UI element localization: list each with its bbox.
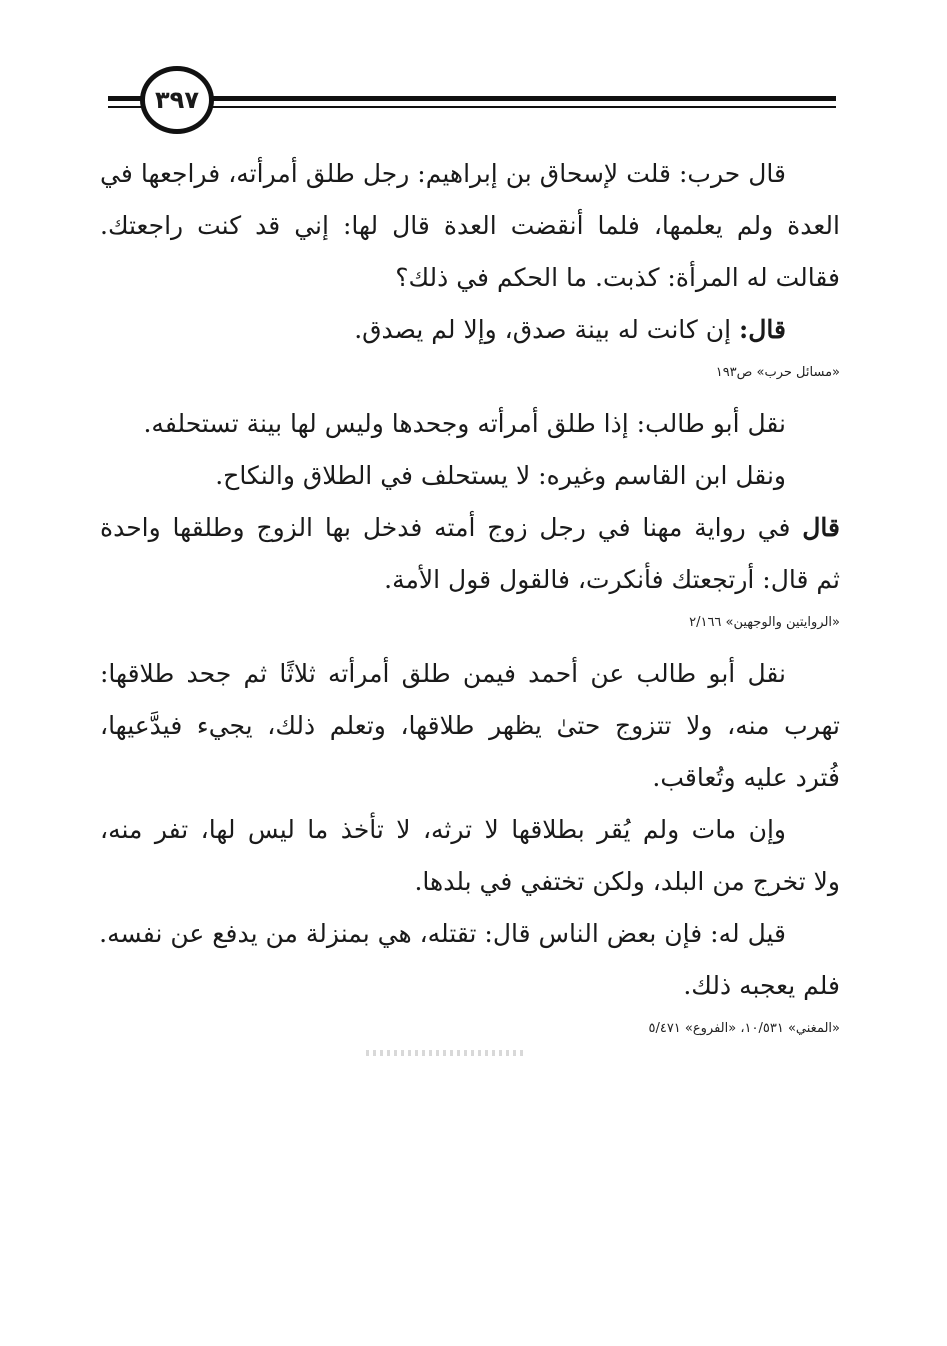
text-line	[100, 804, 840, 856]
line-text: إن كانت له بينة صدق، وإلا لم يصدق.	[354, 315, 740, 344]
line-text: العدة ولم يعلمها، فلما أنقضت العدة قال لها: إني قد كنت راجعتك.	[100, 211, 840, 240]
header-rule-thin	[108, 106, 836, 108]
line-text: في رواية مهنا في رجل زوج أمته فدخل بها الزوج وطلقها واحدة	[100, 513, 803, 542]
source-citation: «الروايتين والوجهين» ٢/١٦٦	[689, 615, 840, 630]
text-line	[100, 304, 840, 356]
line-text: فُترد عليه وتُعاقب.	[652, 763, 840, 792]
text-line	[100, 502, 840, 554]
scan-smudge	[366, 1050, 526, 1056]
page-header	[108, 66, 836, 138]
text-line	[100, 148, 840, 200]
text-line	[100, 752, 840, 804]
line-text: وإن مات ولم يُقر بطلاقها لا ترثه، لا تأخذ ما ليس لها، تفر منه،	[100, 815, 786, 844]
page-number-badge	[140, 66, 214, 134]
text-line	[100, 908, 840, 960]
text-line	[100, 398, 840, 450]
line-lead: قال	[802, 513, 840, 542]
text-line	[100, 554, 840, 606]
line-text: ولا تخرج من البلد، ولكن تختفي في بلدها.	[414, 867, 840, 896]
line-text: تهرب منه، ولا تتزوج حتىٰ يظهر طلاقها، وتعلم ذلك، يجيء فيدَّعيها،	[100, 711, 840, 740]
text-line	[100, 856, 840, 908]
line-text: ونقل ابن القاسم وغيره: لا يستحلف في الطلاق والنكاح.	[215, 461, 786, 490]
text-block	[100, 148, 840, 388]
text-line	[100, 200, 840, 252]
line-text: نقل أبو طالب: إذا طلق أمرأته وجحدها وليس لها بينة تستحلفه.	[143, 409, 786, 438]
text-line	[100, 450, 840, 502]
line-text: ثم قال: أرتجعتك فأنكرت، فالقول قول الأمة.	[384, 565, 840, 594]
line-text: فلم يعجبه ذلك.	[683, 971, 840, 1000]
page-number: ٣٩٧	[155, 86, 199, 114]
line-text: فقالت له المرأة: كذبت. ما الحكم في ذلك؟	[395, 263, 840, 292]
header-rule-thick	[108, 96, 836, 101]
source-citation: «المغني» ١٠/٥٣١، «الفروع» ٥/٤٧١	[648, 1021, 840, 1036]
line-lead: قال:	[739, 315, 786, 344]
line-text: نقل أبو طالب عن أحمد فيمن طلق أمرأته ثلاثًا ثم جحد طلاقها:	[100, 659, 786, 688]
source-citation: «مسائل حرب» ص١٩٣	[715, 365, 840, 380]
text-line	[100, 960, 840, 1012]
text-block	[100, 648, 840, 1044]
text-line	[100, 700, 840, 752]
text-block	[100, 398, 840, 638]
page-body	[100, 148, 840, 1054]
line-text: قال حرب: قلت لإسحاق بن إبراهيم: رجل طلق أمرأته، فراجعها في	[100, 159, 786, 188]
text-line	[100, 648, 840, 700]
text-line	[100, 252, 840, 304]
line-text: قيل له: فإن بعض الناس قال: تقتله، هي بمنزلة من يدفع عن نفسه.	[99, 919, 786, 948]
